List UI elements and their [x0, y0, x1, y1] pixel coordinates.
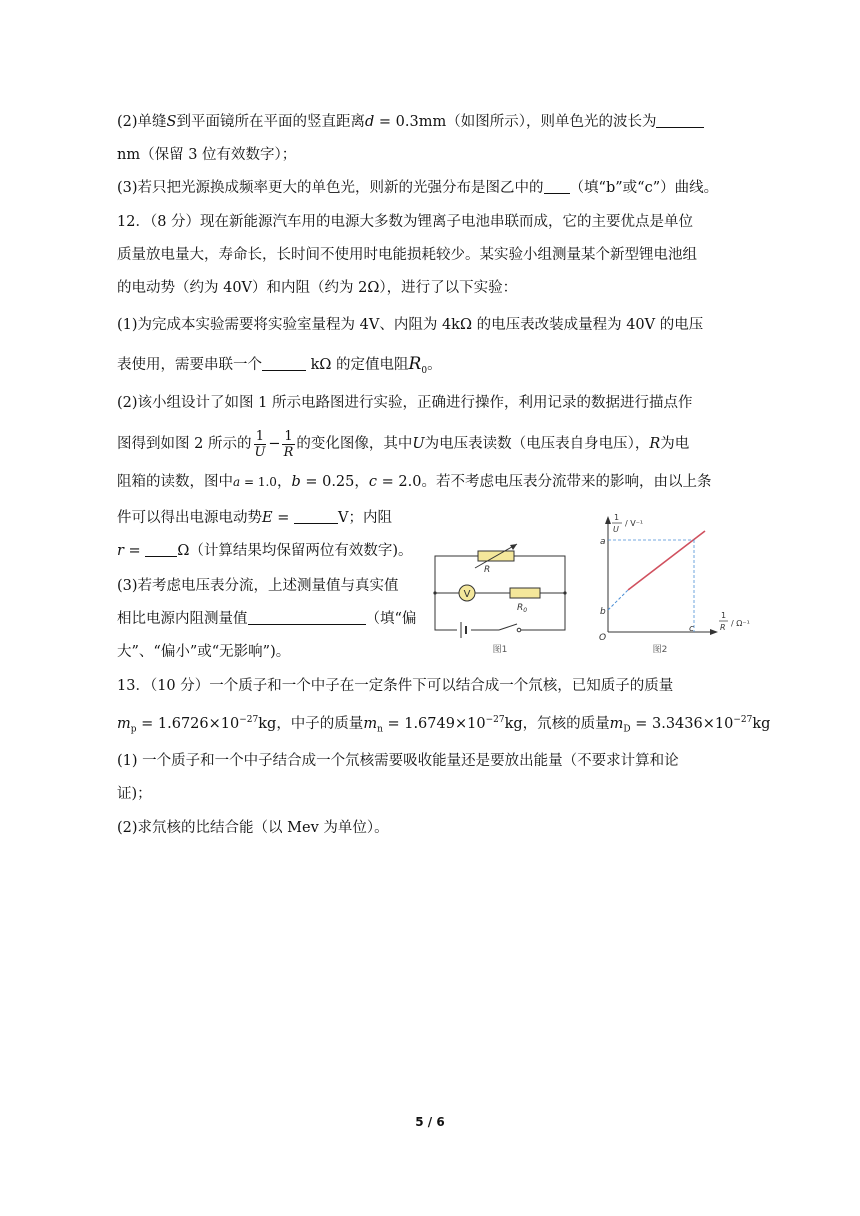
battery-gap: [457, 624, 471, 636]
figure-2-caption: 图2: [652, 645, 668, 655]
subscript-p: p: [130, 724, 137, 735]
label-R0-sub: 0: [523, 607, 528, 614]
y-unit: / V⁻¹: [625, 519, 644, 528]
figure-1-circuit: [425, 540, 585, 660]
q12-part2-line1: (2)该小组设计了如图 1 所示电路图进行实验，正确进行操作，利用记录的数据进行描点作: [117, 395, 693, 411]
text: 为电: [660, 436, 690, 452]
y-label-den: U: [613, 525, 619, 534]
subscript-n: n: [377, 724, 383, 735]
label-R0: [517, 603, 527, 614]
value-d: = 0.3mm: [374, 114, 447, 130]
text: ，: [276, 474, 292, 490]
answer-blank-wavelength[interactable]: [656, 112, 704, 128]
circuit-svg: [425, 540, 585, 660]
page-number: 5 / 6: [415, 1115, 445, 1129]
value-mp: = 1.6726×10: [136, 715, 240, 732]
text: ，中子的质量: [276, 715, 364, 732]
exponent: −27: [733, 715, 753, 725]
x-label-den: R: [720, 623, 726, 632]
text: 。: [427, 357, 442, 373]
text: 件可以得出电源电动势: [117, 510, 262, 526]
answer-blank-emf[interactable]: [294, 508, 338, 524]
q12-line1: 12．（8 分）现在新能源汽车用的电源大多数为锂离子电池串联而成，它的主要优点是单位: [117, 214, 694, 230]
q12-part2-line5: [117, 541, 413, 561]
tick-c: c: [689, 624, 694, 634]
switch-contact: [517, 628, 521, 632]
var-E: E: [262, 510, 273, 526]
q11-part2-line2: nm（保留 3 位有效数字）；: [117, 147, 297, 163]
exponent: −27: [485, 715, 505, 725]
q13-part1-line2: 证)；: [117, 786, 152, 802]
figure-2-graph: [592, 510, 767, 660]
text: kΩ 的定值电阻: [306, 357, 409, 373]
fraction-1-over-R: [282, 429, 296, 460]
graph-svg: [592, 510, 767, 660]
q12-part2-line3: [117, 472, 711, 492]
label-R: R: [484, 565, 491, 575]
text: 的变化图像，其中: [296, 436, 413, 452]
extrapolated-dashed-segment: [608, 590, 628, 610]
node-left: [433, 591, 436, 594]
value-mD: = 3.3436×10: [630, 715, 734, 732]
var-r: r: [117, 543, 124, 559]
text: （如图所示），则单色光的波长为: [446, 114, 657, 130]
q12-part3-line3: 大”、“偏小”或“无影响”)。: [117, 644, 291, 660]
answer-blank-curve[interactable]: [544, 178, 570, 194]
equals: =: [123, 543, 146, 559]
y-label-num: 1: [614, 513, 620, 522]
q12-part2-line4: [117, 508, 392, 528]
node-right: [563, 591, 566, 594]
y-axis-arrow: [605, 516, 611, 524]
q13-line1: 13．（10 分）一个质子和一个中子在一定条件下可以结合成一个氘核，已知质子的质量: [117, 678, 674, 694]
unit-kg: kg: [258, 715, 277, 732]
value-mn: = 1.6749×10: [382, 715, 486, 732]
q12-part1-line2: [117, 354, 442, 381]
q13-part1-line1: (1) 一个质子和一个中子结合成一个氘核需要吸收能量还是要放出能量（不要求计算和论: [117, 753, 679, 769]
exponent: −27: [239, 715, 259, 725]
graph-marks: [608, 531, 705, 632]
text: 到平面镜所在平面的竖直距离: [176, 114, 365, 130]
text: 图得到如图 2 所示的: [117, 436, 252, 452]
text: 相比电源内阻测量值: [117, 611, 248, 627]
q11-part3: [117, 178, 718, 198]
x-label-num: 1: [721, 611, 727, 620]
q12-part3-line1: (3)若考虑电压表分流，上述测量值与真实值: [117, 578, 399, 594]
tick-a: a: [600, 537, 606, 547]
var-a: a: [233, 475, 241, 489]
denominator: R: [283, 444, 294, 460]
var-m: m: [117, 715, 131, 732]
q12-line2: 质量放电量大，寿命长，长时间不使用时电能损耗较少。某实验小组测量某个新型锂电池组: [117, 247, 697, 263]
var-c: c: [368, 474, 378, 490]
text: (2)单缝: [117, 114, 167, 130]
var-U: U: [412, 436, 425, 452]
q12-part1-line1: (1)为完成本实验需要将实验室量程为 4V、内阻为 4kΩ 的电压表改装成量程为 40V 的电压: [117, 317, 704, 333]
resistor-R0: [510, 588, 540, 598]
x-unit: / Ω⁻¹: [731, 619, 750, 628]
text: V；内阻: [337, 510, 392, 526]
q12-line3: 的电动势（约为 40V）和内阻（约为 2Ω），进行了以下实验：: [117, 280, 518, 296]
subscript: 0: [421, 365, 428, 376]
denominator: U: [254, 444, 266, 460]
value-c: = 2.0: [377, 474, 422, 490]
text: （填“偏: [365, 611, 417, 627]
var-m: m: [363, 715, 378, 732]
var-S: S: [166, 114, 177, 130]
equals: =: [272, 510, 294, 526]
x-axis-arrow: [710, 629, 718, 635]
numerator: 1: [255, 428, 265, 444]
answer-blank-internal-resistance[interactable]: [145, 541, 177, 557]
label-R0-main: R: [517, 603, 524, 613]
answer-blank-resistor[interactable]: [262, 355, 306, 371]
value-b: = 0.25: [300, 474, 355, 490]
var-m: m: [609, 715, 624, 732]
var-R: R: [649, 436, 661, 452]
q13-line2: [117, 710, 770, 740]
var-R0: R: [408, 354, 422, 374]
q12-part2-line2: [117, 428, 689, 460]
tick-b: b: [600, 607, 606, 617]
origin-O: O: [599, 633, 607, 643]
figure-1-caption: 图1: [492, 645, 508, 655]
numerator: 1: [284, 428, 293, 444]
subscript-D: D: [623, 724, 631, 735]
answer-blank-error[interactable]: [248, 609, 366, 625]
fraction-1-over-U: [252, 429, 267, 460]
text: （填“b”或“c”）曲线。: [569, 180, 719, 196]
text: ，氘核的质量: [522, 715, 610, 732]
var-b: b: [291, 474, 301, 490]
text: 表使用，需要串联一个: [117, 357, 262, 373]
unit-kg: kg: [752, 715, 771, 732]
unit-kg: kg: [504, 715, 523, 732]
text: 为电压表读数（电压表自身电压），: [424, 436, 650, 452]
text: 阻箱的读数，图中: [117, 474, 233, 490]
minus: −: [268, 436, 281, 452]
value-a: = 1.0: [240, 475, 277, 489]
var-d: d: [364, 114, 375, 130]
text: (3)若只把光源换成频率更大的单色光，则新的光强分布是图乙中的: [117, 180, 544, 196]
q12-part3-line2: [117, 609, 416, 629]
label-V: V: [463, 589, 471, 600]
q11-part2-line1: [117, 112, 704, 132]
text: Ω（计算结果均保留两位有效数字)。: [177, 543, 413, 559]
text: ，: [354, 474, 369, 490]
text: 。若不考虑电压表分流带来的影响，由以上条: [421, 474, 712, 490]
q13-part2: (2)求氘核的比结合能（以 Mev 为单位）。: [117, 820, 389, 836]
